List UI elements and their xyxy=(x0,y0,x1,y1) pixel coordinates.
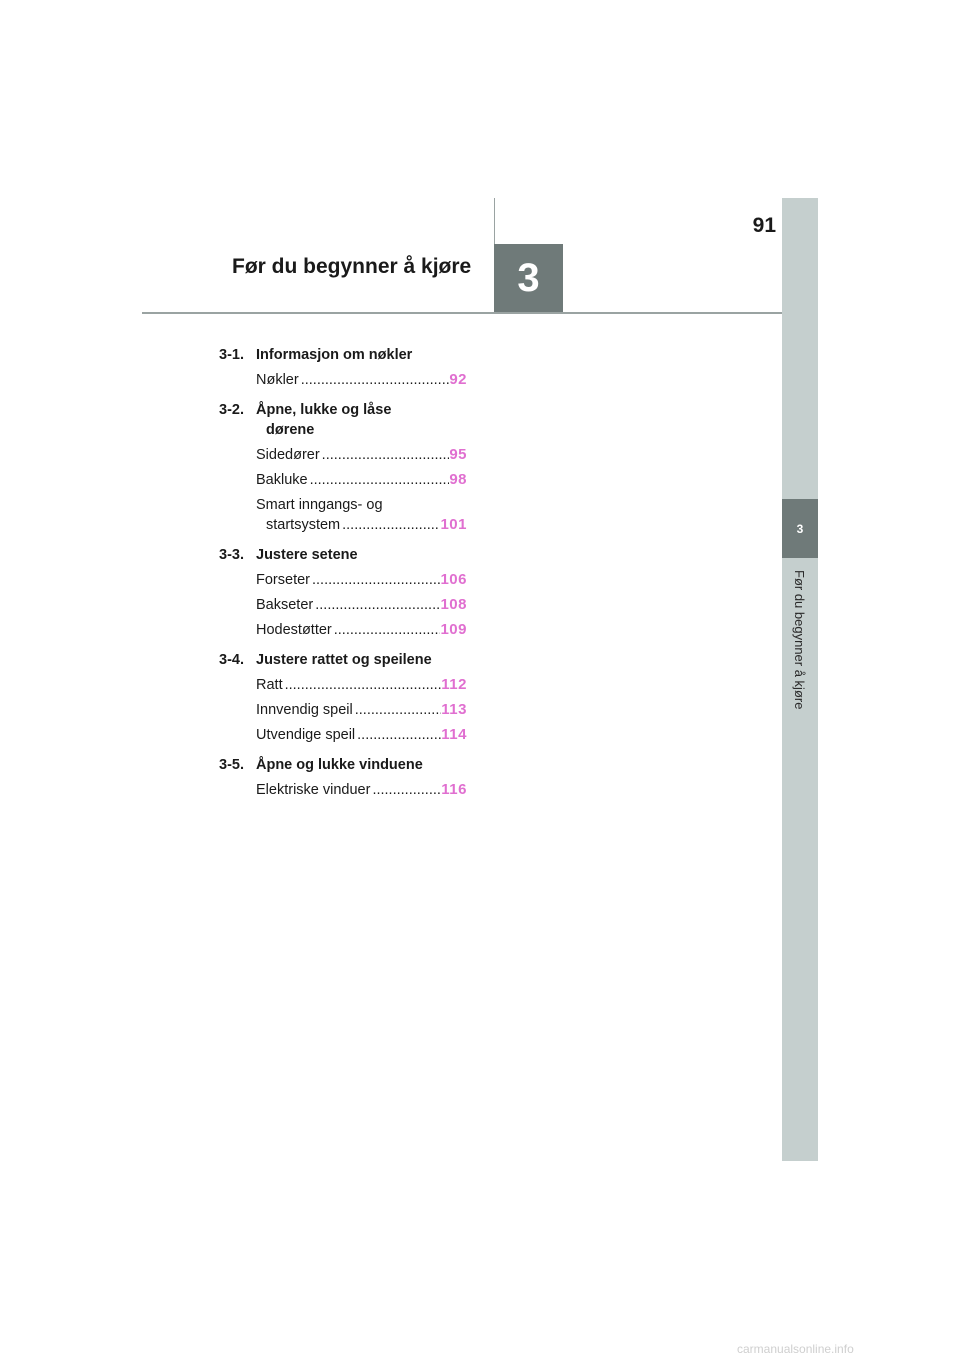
toc-section-title-continued: dørene xyxy=(266,422,315,438)
toc-section-title: Justere setene xyxy=(256,547,358,563)
toc-entry-page-link[interactable]: 116 xyxy=(441,781,467,798)
page-number: 91 xyxy=(752,214,776,237)
toc-section-number: 3-4. xyxy=(219,652,244,668)
toc-entry-page-link[interactable]: 108 xyxy=(440,596,467,613)
toc-entry[interactable] xyxy=(256,675,467,695)
toc-entry-label: Elektriske vinduer xyxy=(256,782,371,798)
watermark: carmanualsonline.info xyxy=(737,1342,854,1356)
toc-entry-label: Hodestøtter xyxy=(256,622,332,638)
toc-section-number: 3-3. xyxy=(219,547,244,563)
toc-entry-page-link[interactable]: 109 xyxy=(440,621,467,638)
toc-entry-label: Bakluke xyxy=(256,472,308,488)
toc-section xyxy=(219,755,467,775)
toc-entry[interactable] xyxy=(256,570,467,590)
toc-entry[interactable] xyxy=(256,780,467,800)
toc-entry-label: Forseter xyxy=(256,572,310,588)
toc-entry-page-link[interactable]: 92 xyxy=(449,371,467,388)
toc-entry[interactable] xyxy=(256,700,467,720)
toc-section-title: Åpne, lukke og låse xyxy=(256,402,392,418)
toc-section-title: Justere rattet og speilene xyxy=(256,652,432,668)
toc-section-title: Åpne og lukke vinduene xyxy=(256,757,423,773)
toc-section xyxy=(219,545,467,565)
toc-entry[interactable] xyxy=(256,495,467,535)
toc-section-title: Informasjon om nøkler xyxy=(256,347,413,363)
chapter-number-box: 3 xyxy=(494,244,563,313)
toc-entry-page-link[interactable]: 98 xyxy=(449,471,467,488)
toc-section xyxy=(219,650,467,670)
toc-entry-page-link[interactable]: 95 xyxy=(449,446,467,463)
toc-entry-page-link[interactable]: 112 xyxy=(441,676,467,693)
toc-entry-page-link[interactable]: 113 xyxy=(441,701,467,718)
side-chapter-tab[interactable]: 3 xyxy=(782,499,818,558)
toc-entry-page-link[interactable]: 114 xyxy=(441,726,467,743)
toc-entry-label-continued: startsystem xyxy=(266,517,341,533)
table-of-contents xyxy=(219,345,467,800)
toc-entry-page-link[interactable]: 106 xyxy=(440,571,467,588)
toc-entry-page-link[interactable]: 101 xyxy=(440,516,467,533)
toc-entry[interactable] xyxy=(256,445,467,465)
header-horizontal-rule xyxy=(142,312,782,314)
toc-entry-label: Ratt xyxy=(256,677,283,693)
toc-entry[interactable] xyxy=(256,470,467,490)
toc-entry-label: Smart inngangs- og xyxy=(256,497,383,513)
toc-entry-label: Innvendig speil xyxy=(256,702,353,718)
toc-section xyxy=(219,345,467,365)
toc-section-number: 3-1. xyxy=(219,347,244,363)
toc-entry[interactable] xyxy=(256,725,467,745)
header-vertical-rule xyxy=(494,198,495,244)
side-chapter-label-text: Før du begynner å kjøre xyxy=(792,570,807,710)
toc-section-number: 3-2. xyxy=(219,402,244,418)
toc-entry-label: Bakseter xyxy=(256,597,314,613)
chapter-title: Før du begynner å kjøre xyxy=(232,255,472,278)
toc-entry-label: Sidedører xyxy=(256,447,320,463)
toc-entry-label: Nøkler xyxy=(256,372,299,388)
toc-entry-label: Utvendige speil xyxy=(256,727,356,743)
toc-entry[interactable] xyxy=(256,370,467,390)
toc-entry[interactable] xyxy=(256,620,467,640)
toc-section xyxy=(219,400,467,440)
toc-entry[interactable] xyxy=(256,595,467,615)
toc-section-number: 3-5. xyxy=(219,757,244,773)
